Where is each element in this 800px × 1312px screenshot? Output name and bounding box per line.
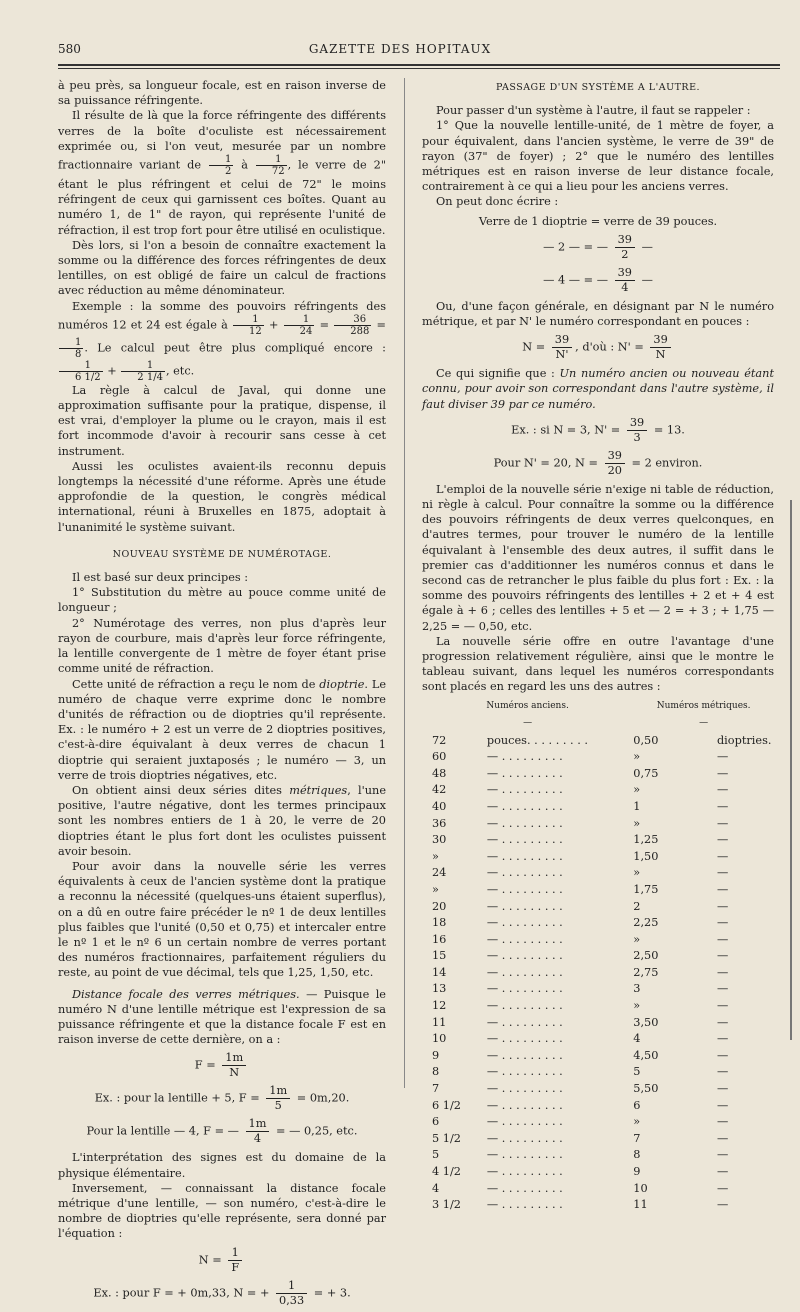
table-row	[422, 948, 774, 965]
header-rule-thick	[58, 64, 780, 66]
table-cell-unit: —	[716, 1082, 729, 1096]
paragraph: 1° Substitution du mètre au pouce comme unité de longueur ;	[58, 586, 386, 615]
page-edge-line	[790, 500, 792, 1040]
table-cell-mid: — . . . . . . . . .	[486, 833, 563, 847]
table-cell-mid: — . . . . . . . . .	[486, 1032, 563, 1046]
equation: N = $\frac{1}{F}$	[58, 1246, 386, 1275]
table-cell-unit: —	[716, 783, 729, 797]
table-cell-unit: —	[716, 1065, 729, 1079]
table-cell-old: 14	[432, 965, 447, 979]
table-cell-new: 1	[633, 799, 641, 813]
table-cell-old: 15	[432, 949, 447, 963]
table-cell-mid: — . . . . . . . . .	[486, 1065, 563, 1079]
equation: Ex. : pour F = + 0m,33, N = + $\frac{1}{0,33}$ = + 3.	[93, 1278, 351, 1307]
table-cell-unit: —	[716, 999, 729, 1013]
table-cell-old: 24	[432, 866, 447, 880]
table-header-old: Numéros anciens.	[486, 701, 569, 712]
table-cell-new: 5,50	[633, 1082, 659, 1096]
equation: Pour N' = 20, N = $\frac{39}{20}$ = 2 environ.	[493, 448, 703, 477]
table-cell-old: 4	[432, 1181, 440, 1195]
equation: Ex. : si N = 3, N' = $\frac{39}{3}$ = 13.	[511, 415, 685, 444]
table-cell-mid: — . . . . . . . . .	[486, 750, 563, 764]
table-cell-old: 18	[432, 916, 447, 930]
table-row	[422, 765, 774, 782]
table-cell-mid: — . . . . . . . . .	[486, 899, 563, 913]
table-cell-mid: — . . . . . . . . .	[486, 1165, 563, 1178]
table-cell-old: 30	[432, 833, 447, 847]
right-column	[422, 78, 774, 1213]
table-row	[422, 1047, 774, 1064]
table-cell-mid: — . . . . . . . . .	[486, 1198, 563, 1212]
table-cell-old: 12	[432, 999, 447, 1013]
fraction: $\frac{1}{8}$	[59, 337, 83, 360]
equation: Verre de 1 dioptrie = verre de 39 pouces.	[478, 214, 718, 228]
equation: Ex. : pour la lentille + 5, F = $\frac{1m}{5}$ = 0m,20.	[94, 1084, 350, 1113]
table-row	[422, 981, 774, 998]
table-cell-old: »	[432, 882, 439, 896]
table-cell-unit: —	[716, 1048, 729, 1062]
table-cell-new: »	[633, 816, 641, 830]
table-cell-new: 9	[633, 1165, 641, 1178]
header-rule-thin	[58, 68, 780, 69]
table-row	[422, 914, 774, 931]
section-heading: NOUVEAU SYSTÈME DE NUMÉROTAGE.	[112, 548, 332, 560]
table-cell-unit: —	[716, 982, 729, 996]
equation: — 2 — = — $\frac{39}{2}$ —	[543, 232, 653, 261]
table-cell-old: 4 1/2	[432, 1165, 461, 1178]
table-cell-new: 2	[633, 899, 641, 913]
table-cell-new: 7	[633, 1131, 641, 1145]
table-cell-old: 9	[432, 1048, 440, 1062]
table-cell-mid: — . . . . . . . . .	[486, 932, 563, 946]
table-cell-mid: — . . . . . . . . .	[486, 882, 563, 896]
table-cell-old: 16	[432, 932, 447, 946]
table-cell-mid: — . . . . . . . . .	[486, 916, 563, 930]
table-cell-new: »	[633, 750, 641, 764]
table-cell-new: »	[633, 783, 641, 797]
left-column	[58, 78, 386, 1312]
table-cell-old: 6	[432, 1115, 440, 1129]
table-cell-unit: —	[716, 1032, 729, 1046]
table-cell-old: 6 1/2	[432, 1098, 461, 1112]
table-cell-mid: — . . . . . . . . .	[486, 982, 563, 996]
paragraph: Ce qui signifie que : Un numéro ancien ou nouveau étant connu, pour avoir son correspondant dans l'autre système, il faut diviser 39 par ce numéro.	[422, 367, 774, 411]
table-cell-unit: —	[716, 1198, 729, 1212]
table-cell-new: 2,25	[633, 916, 659, 930]
table-row	[422, 1147, 774, 1164]
table-header-dash: —	[699, 717, 709, 728]
table-cell-mid: — . . . . . . . . .	[486, 965, 563, 979]
table-cell-unit: —	[716, 816, 729, 830]
table-cell-new: 4,50	[633, 1048, 659, 1062]
paragraph: L'interprétation des signes est du domaine de la physique élémentaire.	[58, 1151, 386, 1180]
fraction: $\frac{1}{12}$	[233, 314, 264, 337]
equation: — 4 — = — $\frac{39}{4}$ —	[543, 265, 653, 294]
table-cell-unit: —	[716, 849, 729, 863]
correspondence-table	[422, 699, 774, 1213]
table-cell-unit: —	[716, 916, 729, 930]
paragraph: 1° Que la nouvelle lentille-unité, de 1 mètre de foyer, a pour équivalent, dans l'ancien système, le verre de 39" de rayon (37" de foyer) ; 2° que le numéro des lentilles métriques est en raison inverse de leur distance focale, contrairement à ce qui a lieu pour les anciens verres.	[422, 119, 774, 194]
table-cell-unit: —	[716, 899, 729, 913]
table-row	[422, 898, 774, 915]
fraction: $\frac{1}{6 1/2}$	[59, 360, 103, 383]
paragraph: Aussi les oculistes avaient-ils reconnu depuis longtemps la nécessité d'une réforme. Après une étude approfondie de la question, le congrès médical international, réuni à Bruxelles en 1875, adoptait à l'unanimité le système suivant.	[58, 459, 386, 534]
table-row	[422, 1014, 774, 1031]
table-cell-new: »	[633, 932, 641, 946]
table-cell-old: 60	[432, 750, 447, 764]
table-cell-new: 6	[633, 1098, 641, 1112]
paragraph: On peut donc écrire :	[436, 195, 559, 209]
table-row	[422, 815, 774, 832]
table-cell-unit: —	[716, 766, 729, 780]
table-cell-new: 3	[633, 982, 641, 996]
table-cell-unit: —	[716, 1165, 729, 1178]
table-cell-unit: —	[716, 1131, 729, 1145]
paragraph: Il est basé sur deux principes :	[72, 571, 249, 585]
paragraph: Pour avoir dans la nouvelle série les verres équivalents à ceux de l'ancien système dont la pratique a reconnu la nécessité (quelques-uns étaient superflus), on a dû en outre faire précéder le nº 1 de deux lentilles plus faibles que l'unité (0,50 et 0,75) et intercaler entre le nº 1 et le nº 6 un certain nombre de verres portant des numéros fractionnaires, parfaitement réguliers du reste, au point de vue décimal, tels que 1,25, 1,50, etc.	[58, 859, 386, 980]
fraction: $\frac{1}{72}$	[256, 154, 287, 177]
paragraph: Inversement, — connaissant la distance focale métrique d'une lentille, — son numéro, c'est-à-dire le nombre de dioptries qu'elle représente, sera donné par l'équation :	[58, 1181, 386, 1241]
table-cell-old: 7	[432, 1082, 440, 1096]
table-cell-mid: — . . . . . . . . .	[486, 1115, 563, 1129]
table-cell-new: 4	[633, 1032, 641, 1046]
table-cell-new: 3,50	[633, 1015, 659, 1029]
table-cell-unit: —	[716, 1098, 729, 1112]
table-cell-unit: —	[716, 965, 729, 979]
table-row	[422, 1080, 774, 1097]
table-cell-unit: —	[716, 882, 729, 896]
table-cell-new: 10	[633, 1181, 648, 1195]
table-cell-mid: — . . . . . . . . .	[486, 1048, 563, 1062]
table-cell-new: 0,50	[633, 733, 659, 747]
table-cell-mid: — . . . . . . . . .	[486, 999, 563, 1013]
table-cell-mid: — . . . . . . . . .	[486, 783, 563, 797]
table-row	[422, 1197, 774, 1214]
table-cell-old: 8	[432, 1065, 440, 1079]
table-cell-old: 13	[432, 982, 447, 996]
paragraph: Pour passer d'un système à l'autre, il faut se rappeler :	[436, 104, 751, 118]
table-cell-old: 5 1/2	[432, 1131, 461, 1145]
table-cell-new: 0,75	[633, 766, 659, 780]
column-separator	[404, 78, 405, 1088]
paragraph: Ou, d'une façon générale, en désignant par N le numéro métrique, et par N' le numéro correspondant en pouces :	[422, 299, 774, 329]
table-cell-unit: —	[716, 1181, 729, 1195]
fraction: $\frac{1}{24}$	[284, 314, 315, 337]
table-row	[422, 881, 774, 898]
paragraph: Exemple : la somme des pouvoirs réfringents des numéros 12 et 24 est égale à $\frac{1}{12}$ + $\frac{1}{24}$ = $\frac{36}{288}$ = $\frac{1}{8}$ . Le calcul peut être plus compliqué encore : $\frac{1}{6 1/2}$ + $\frac{1}{2 1/4}$ , etc.	[58, 299, 387, 383]
table-cell-new: 2,50	[633, 949, 659, 963]
table-cell-mid: — . . . . . . . . .	[486, 949, 563, 963]
paragraph: Distance focale des verres métriques. — Puisque le numéro N d'une lentille métrique est l'expression de sa puissance réfringente et que la distance focale F est en raison inverse de cette dernière, on a :	[58, 987, 386, 1047]
table-cell-mid: — . . . . . . . . .	[486, 1131, 563, 1145]
table-row	[422, 931, 774, 948]
fraction: $\frac{1}{2}$	[209, 154, 233, 177]
table-cell-mid: — . . . . . . . . .	[486, 766, 563, 780]
table-cell-old: 42	[432, 783, 447, 797]
table-row	[422, 997, 774, 1014]
table-cell-mid: — . . . . . . . . .	[486, 1148, 563, 1162]
page-number: 580	[58, 42, 81, 56]
paragraph: à peu près, sa longueur focale, est en raison inverse de sa puissance réfringente.	[58, 79, 386, 108]
table-row	[422, 831, 774, 848]
table-cell-unit: —	[716, 1015, 729, 1029]
table-cell-new: »	[633, 1115, 641, 1129]
table-cell-mid: — . . . . . . . . .	[486, 816, 563, 830]
table-cell-unit: —	[716, 932, 729, 946]
paragraph: La nouvelle série offre en outre l'avantage d'une progression relativement régulière, ainsi que le montre le tableau suivant, dans lequel les numéros correspondants sont placés en regard les uns des autres :	[422, 634, 774, 694]
table-cell-new: 1,25	[633, 833, 659, 847]
table-cell-mid: — . . . . . . . . .	[486, 1015, 563, 1029]
equation: N = $\frac{39}{N'}$ , d'où : N' = $\frac{39}{N}$	[422, 333, 774, 362]
paragraph: On obtient ainsi deux séries dites métriques, l'une positive, l'autre négative, dont les termes principaux sont les nombres entiers de 1 à 20, le verre de 20 dioptries étant le plus fort dont les oculistes puissent avoir besoin.	[58, 783, 387, 858]
table-row	[422, 1114, 774, 1131]
table-cell-new: »	[633, 999, 641, 1013]
running-title: GAZETTE DES HOPITAUX	[308, 42, 492, 56]
table-cell-mid: — . . . . . . . . .	[486, 1098, 563, 1112]
table-row	[422, 1180, 774, 1197]
table-cell-mid: — . . . . . . . . .	[486, 849, 563, 863]
table-cell-unit: —	[716, 1148, 729, 1162]
table-cell-unit: —	[716, 949, 729, 963]
table-cell-old: 72	[432, 733, 447, 747]
table-row	[422, 748, 774, 765]
table-row	[422, 964, 774, 981]
table-cell-old: »	[432, 849, 439, 863]
table-row	[422, 865, 774, 882]
table-cell-mid: — . . . . . . . . .	[486, 1082, 563, 1096]
table-cell-unit: —	[716, 833, 729, 847]
table-row	[422, 1097, 774, 1114]
paragraph: Dès lors, si l'on a besoin de connaître exactement la somme ou la différence des forces réfringentes de deux lentilles, on est obligé de faire un calcul de fractions avec réduction au même dénominateur.	[58, 238, 386, 298]
section-heading: PASSAGE D'UN SYSTÈME A L'AUTRE.	[495, 82, 701, 93]
table-cell-old: 36	[432, 816, 447, 830]
table-cell-new: 1,75	[633, 882, 659, 896]
table-cell-old: 3 1/2	[432, 1198, 461, 1212]
table-cell-mid: pouces. . . . . . . . .	[486, 733, 589, 747]
paragraph: Il résulte de là que la force réfringente des différents verres de la boîte d'oculiste est nécessairement exprimée ou, si l'on veut, mesurée par un nombre fractionnaire variant de $\frac{1}{2}$ à $\frac{1}{72}$ , le verre de 2" étant le plus réfringent et celui de 72" le moins réfringent de ceux qui garnissent ces boîtes. Quant au numéro 1, de 1" de rayon, qui représente l'unité de réfraction, il est trop fort pour être utilisé en oculistique.	[58, 109, 387, 237]
paragraph: Cette unité de réfraction a reçu le nom de dioptrie. Le numéro de chaque verre exprime donc le nombre d'unités de réfraction ou de dioptries qu'il représente. Ex. : le numéro + 2 est un verre de 2 dioptries positives, c'est-à-dire équivalant à deux verres de chacun 1 dioptrie qui seraient juxtaposés ; le numéro — 3, un verre de trois dioptries négatives, etc.	[58, 677, 387, 782]
table-cell-new: 2,75	[633, 965, 659, 979]
paragraph: L'emploi de la nouvelle série n'exige ni table de réduction, ni règle à calcul. Pour connaître la somme ou la différence des pouvoirs réfringents de deux verres quelconques, en d'autres termes, pour trouver le numéro de la lentille équivalant à l'ensemble des deux autres, il suffit dans le premier cas d'additionner les numéros connus et dans le second cas de retrancher le plus faible du plus fort : Ex. : la somme des pouvoirs réfringents des lentilles + 2 et + 4 est égale à + 6 ; celles des lentilles + 5 et — 2 = + 3 ; + 1,75 — 2,25 = — 0,50, etc.	[422, 482, 774, 633]
table-cell-unit: —	[716, 1115, 729, 1129]
equation: F = $\frac{1m}{N}$	[58, 1051, 386, 1080]
table-row	[422, 1064, 774, 1081]
table-row	[422, 1130, 774, 1147]
fraction: $\frac{1}{2 1/4}$	[121, 360, 165, 383]
table-cell-new: 1,50	[633, 849, 659, 863]
table-cell-old: 20	[432, 899, 447, 913]
table-cell-unit: —	[716, 799, 729, 813]
table-cell-unit: dioptries.	[716, 733, 772, 747]
paragraph: 2° Numérotage des verres, non plus d'après leur rayon de courbure, mais d'après leur force réfringente, la lentille convergente de 1 mètre de foyer étant prise comme unité de réfraction.	[58, 616, 386, 676]
fraction: $\frac{36}{288}$	[334, 314, 371, 337]
paragraph: La règle à calcul de Javal, qui donne une approximation suffisante pour la pratique, dispense, il est vrai, d'employer la plume ou le crayon, mais il est fort incommode d'avoir à recourir sans cesse à cet instrument.	[58, 383, 386, 458]
table-cell-new: 8	[633, 1148, 641, 1162]
table-cell-mid: — . . . . . . . . .	[486, 799, 563, 813]
table-cell-old: 11	[432, 1015, 447, 1029]
table-row	[422, 782, 774, 799]
table-row	[422, 848, 774, 865]
table-header-new: Numéros métriques.	[656, 701, 751, 712]
equation: Pour la lentille — 4, F = — $\frac{1m}{4}$ = — 0,25, etc.	[86, 1117, 358, 1146]
table-cell-mid: — . . . . . . . . .	[486, 866, 563, 880]
table-cell-old: 5	[432, 1148, 440, 1162]
table-row	[422, 732, 774, 749]
table-cell-old: 48	[432, 766, 447, 780]
table-cell-unit: —	[716, 866, 729, 880]
table-cell-old: 10	[432, 1032, 447, 1046]
table-row	[422, 798, 774, 815]
table-cell-unit: —	[716, 750, 729, 764]
table-cell-new: 5	[633, 1065, 641, 1079]
table-header-dash: —	[523, 717, 533, 728]
table-cell-old: 40	[432, 799, 447, 813]
table-row	[422, 1031, 774, 1048]
table-cell-mid: — . . . . . . . . .	[486, 1181, 563, 1195]
table-cell-new: »	[633, 866, 641, 880]
table-cell-new: 11	[633, 1198, 648, 1212]
